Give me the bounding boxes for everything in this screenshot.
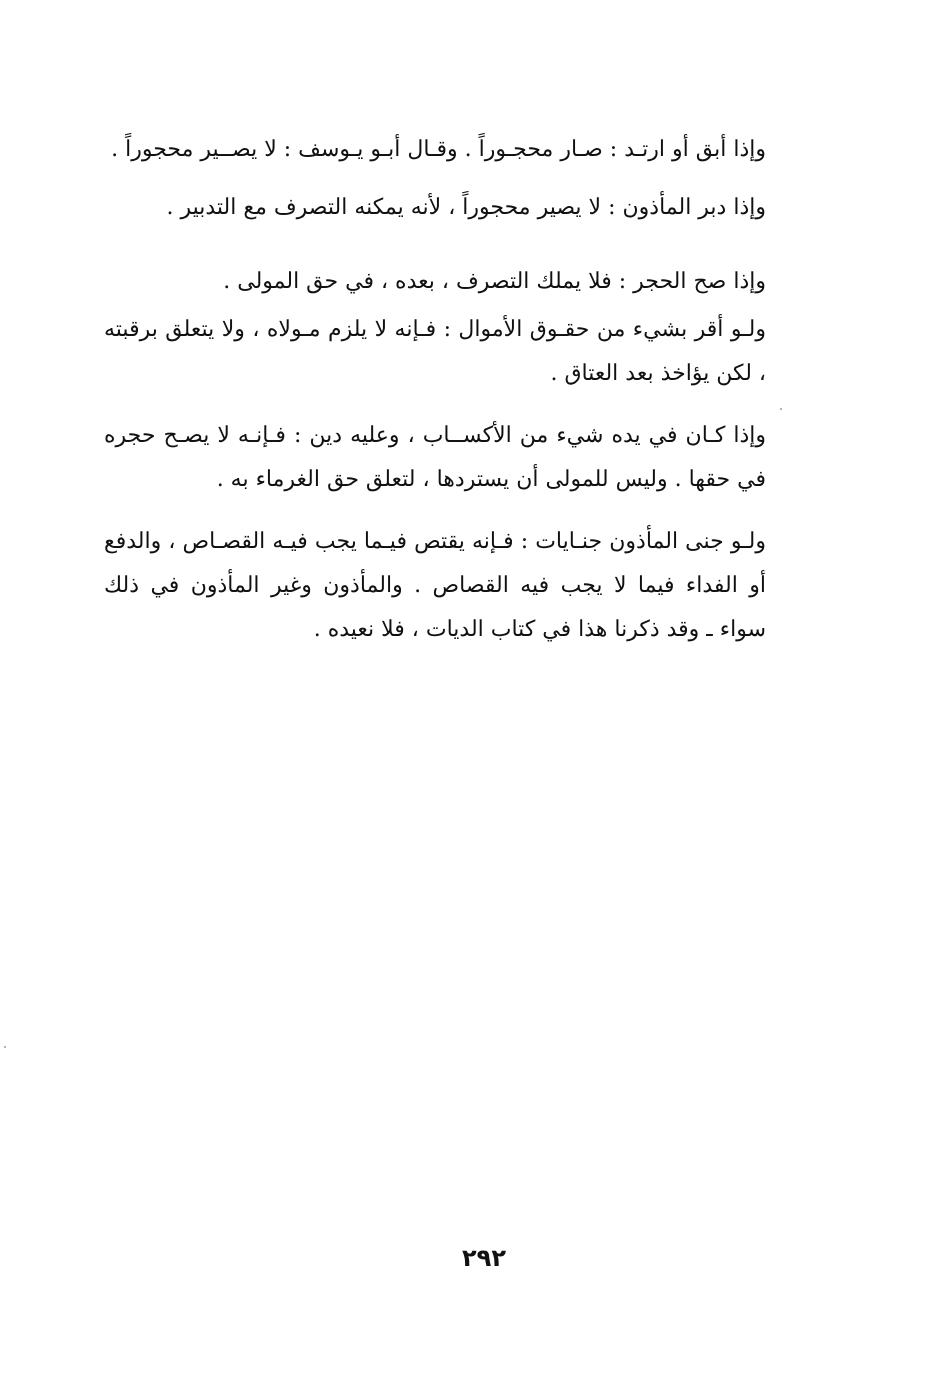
paragraph-6: ولـو جنى المأذون جنـايات : فـإنه يقتص فيـما يجب فيـه القصـاص ، والدفع أو الفداء فيما لا يجب فيه القصاص . والمأذون وغير المأذون في ذلك سواء ـ وقد ذكرنا هذا في كتاب الديات ، فلا نعيده . — [104, 529, 766, 642]
scan-speck — [780, 408, 782, 410]
paragraph-4: ولـو أقر بشيء من حقـوق الأموال : فـإنه لا يلزم مـولاه ، ولا يتعلق برقبته ، لكن يؤاخذ بعد العتاق . — [104, 317, 766, 386]
paragraph-5: وإذا كـان في يده شيء من الأكســاب ، وعليه دين : فـإنـه لا يصـح حجره في حقها . وليس للمولى أن يستردها ، لتعلق حق الغرماء به . — [104, 423, 767, 492]
scan-speck — [4, 1046, 6, 1048]
paragraph-1: وإذا أبق أو ارتـد : صـار محجـوراً . وقـال أبـو يـوسف : لا يصــير محجوراً . — [111, 137, 766, 162]
page-number: ٢٩٢ — [462, 1244, 506, 1272]
paragraph-2: وإذا دبر المأذون : لا يصير محجوراً ، لأنه يمكنه التصرف مع التدبير . — [166, 195, 766, 220]
paragraph-3: وإذا صح الحجر : فلا يملك التصرف ، بعده ، في حق المولى . — [223, 269, 766, 294]
body-text — [104, 128, 766, 666]
